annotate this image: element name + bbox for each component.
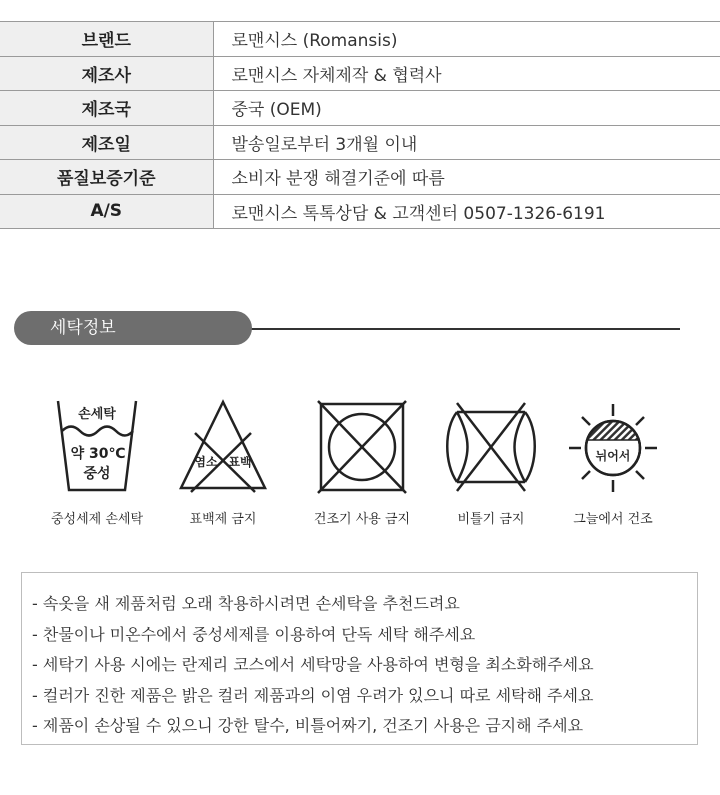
hand-wash-top-text: 손세탁 [78, 407, 116, 422]
spec-row [0, 91, 720, 126]
spec-key: 제조일 [0, 125, 213, 160]
no-bleach-icon [175, 398, 271, 496]
bleach-left-text: 염소 [194, 455, 218, 469]
care-notes-box [21, 572, 698, 745]
spec-value: 로맨시스 자체제작 & 협력사 [213, 56, 720, 91]
spec-key: 제조사 [0, 56, 213, 91]
spec-value: 로맨시스 톡톡상담 & 고객센터 0507-1326-6191 [213, 194, 720, 229]
spec-value: 중국 (OEM) [213, 91, 720, 126]
care-note: - 세탁기 사용 시에는 란제리 코스에서 세탁망을 사용하여 변형을 최소화해주세요 [32, 655, 594, 674]
spec-row [0, 56, 720, 91]
section-header [14, 311, 680, 345]
spec-key: A/S [0, 194, 213, 229]
spec-key: 제조국 [0, 91, 213, 126]
care-item-no-bleach [160, 398, 286, 527]
bleach-right-text: 표백 [228, 455, 252, 469]
care-label: 비틀기 금지 [457, 512, 525, 527]
care-note: - 컬러가 진한 제품은 밝은 컬러 제품과의 이염 우려가 있으니 따로 세탁해 주세요 [32, 685, 594, 705]
care-item-hand-wash [34, 398, 160, 527]
spec-value: 로맨시스 (Romansis) [213, 22, 720, 57]
hand-wash-detergent-text: 중성 [83, 466, 111, 482]
spec-value: 소비자 분쟁 해결기준에 따름 [213, 160, 720, 195]
spec-row [0, 160, 720, 195]
no-tumble-dry-icon [314, 398, 410, 496]
care-item-no-tumble-dry [299, 398, 425, 527]
care-note: - 속옷을 새 제품처럼 오래 착용하시려면 손세탁을 추천드려요 [32, 594, 460, 613]
care-label: 표백제 금지 [189, 512, 257, 527]
care-label: 건조기 사용 금지 [313, 512, 411, 527]
care-label: 중성세제 손세탁 [50, 512, 144, 527]
section-divider [246, 328, 680, 330]
care-item-no-wring [428, 398, 554, 527]
spec-row [0, 125, 720, 160]
spec-value: 발송일로부터 3개월 이내 [213, 125, 720, 160]
care-note: - 제품이 손상될 수 있으니 강한 탈수, 비틀어짜기, 건조기 사용은 금지해 주세요 [32, 716, 584, 735]
spec-table [0, 21, 720, 229]
hand-wash-temp-text: 약 30℃ [70, 446, 126, 462]
care-note: - 찬물이나 미온수에서 중성세제를 이용하여 단독 세탁 해주세요 [32, 624, 476, 644]
care-item-shade-dry [550, 398, 676, 527]
care-label: 그늘에서 건조 [573, 512, 653, 527]
spec-row [0, 194, 720, 229]
hand-wash-icon [47, 398, 147, 496]
spec-key: 브랜드 [0, 22, 213, 57]
shade-dry-icon [563, 398, 663, 496]
spec-key: 품질보증기준 [0, 160, 213, 195]
no-wring-icon [441, 398, 541, 496]
section-title: 세탁정보 [14, 311, 252, 345]
shade-dry-text: 뉘어서 [595, 449, 631, 463]
spec-row [0, 22, 720, 57]
